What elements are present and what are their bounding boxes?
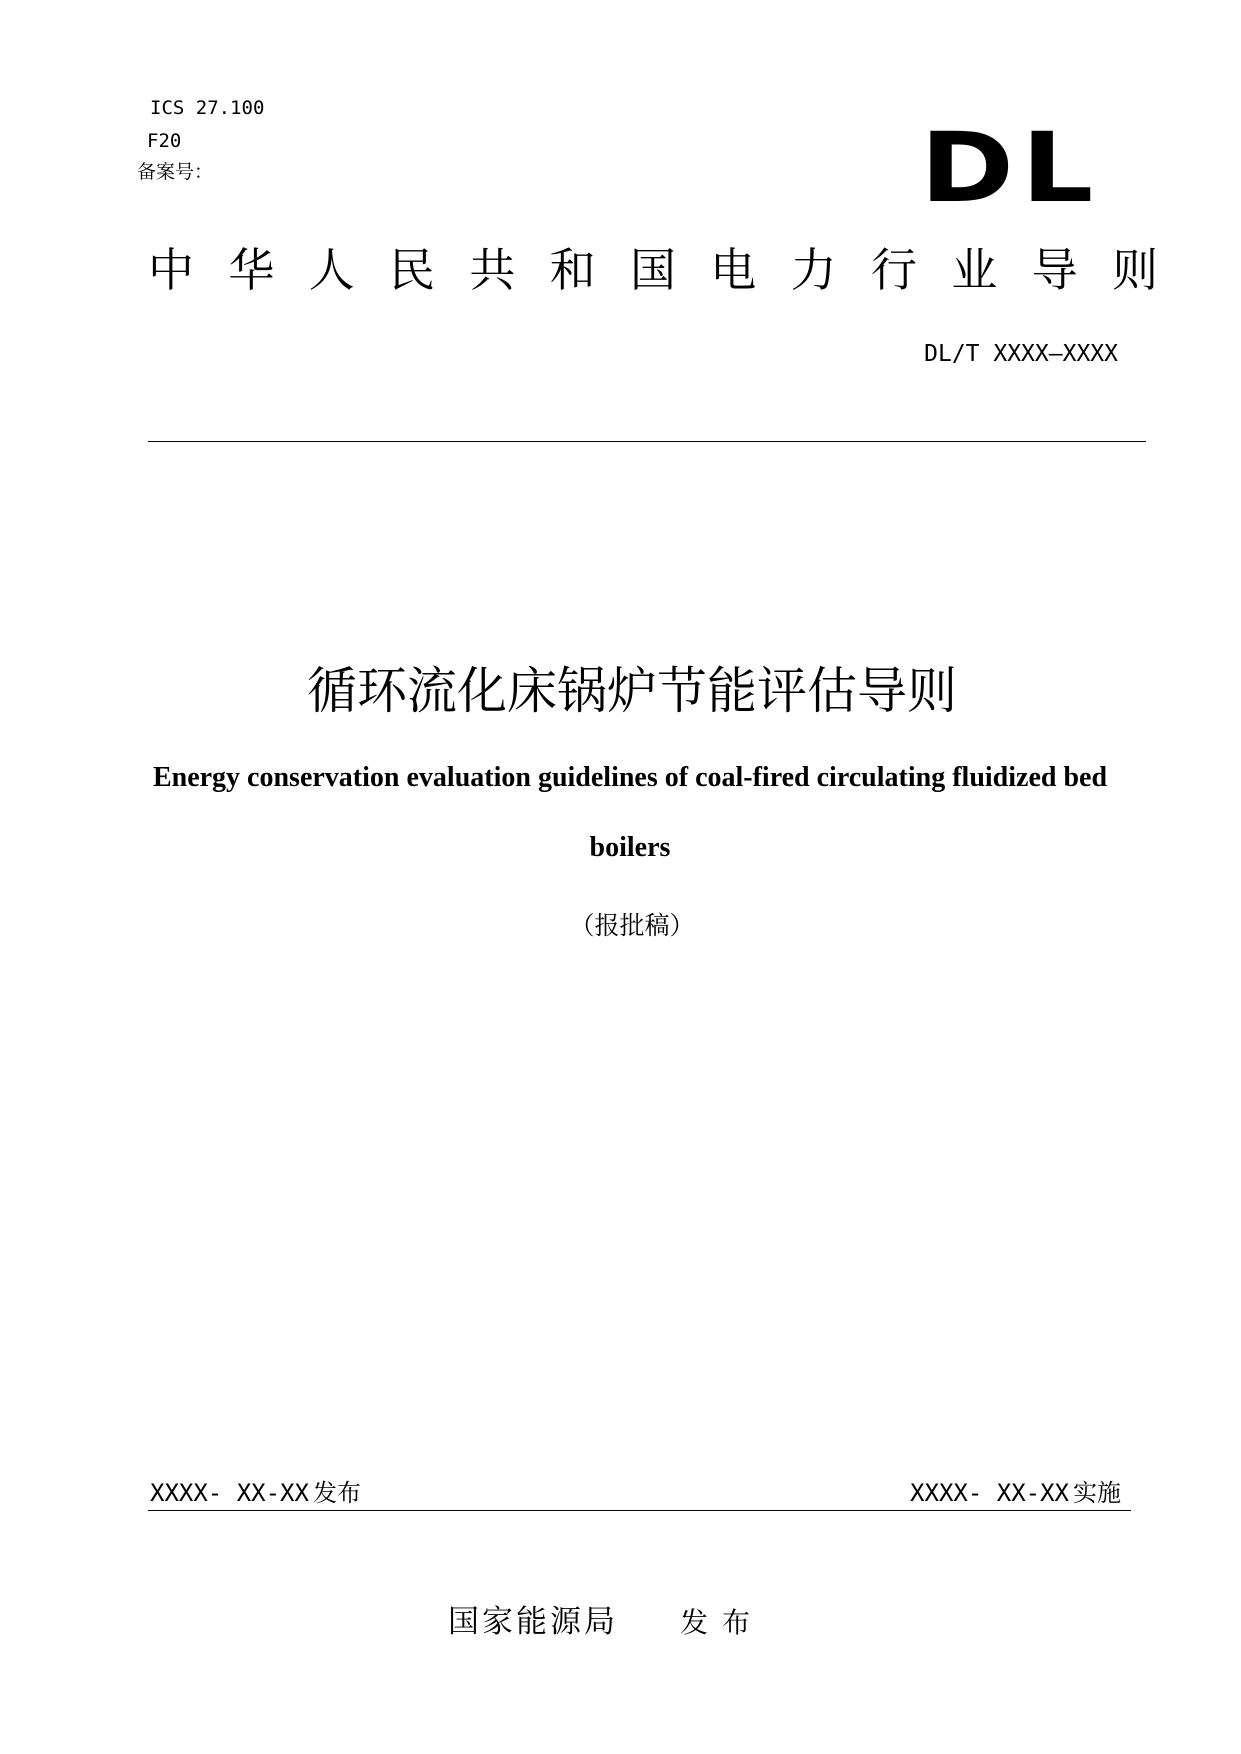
implement-word: 实施 <box>1073 1479 1121 1507</box>
industry-title-char: 则 <box>1111 243 1158 297</box>
standard-number: DL/T XXXX—XXXX <box>924 341 1118 367</box>
industry-title-char: 行 <box>870 243 917 297</box>
record-number-label: 备案号： <box>137 161 214 183</box>
industry-title-char: 共 <box>469 243 516 297</box>
publisher-action: 发布 <box>680 1606 765 1639</box>
ccs-code: F20 <box>147 130 182 152</box>
bottom-divider <box>148 1510 1131 1511</box>
publisher-line <box>448 1602 764 1643</box>
draft-status: （报批稿） <box>569 911 695 940</box>
industry-title-char: 和 <box>549 243 596 297</box>
top-divider <box>148 441 1146 442</box>
industry-title-char: 人 <box>308 243 355 297</box>
implement-date: XXXX- XX-XX <box>910 1479 1069 1507</box>
document-title-en: Energy conservation evaluation guidelines of coal-fired circulating fluidized bed boilers <box>152 762 1108 863</box>
issue-word: 发布 <box>312 1479 361 1507</box>
issue-date: XXXX- XX-XX <box>150 1479 309 1507</box>
industry-title-char: 中 <box>148 243 194 297</box>
industry-title-char: 国 <box>629 243 676 297</box>
industry-standard-title <box>148 242 1158 298</box>
industry-title-char: 力 <box>790 243 837 297</box>
issue-date-line <box>150 1478 361 1508</box>
industry-title-char: 华 <box>228 243 275 297</box>
industry-title-char: 导 <box>1031 243 1078 297</box>
document-title-cn: 循环流化床锅炉节能评估导则 <box>307 662 957 720</box>
publisher-org: 国家能源局 <box>448 1604 618 1640</box>
dl-logo: DL <box>920 112 1101 224</box>
industry-title-char: 业 <box>951 243 998 297</box>
industry-title-char: 民 <box>388 243 435 297</box>
implement-date-line <box>910 1478 1121 1508</box>
ics-code: ICS 27.100 <box>150 97 265 119</box>
industry-title-char: 电 <box>710 243 757 297</box>
